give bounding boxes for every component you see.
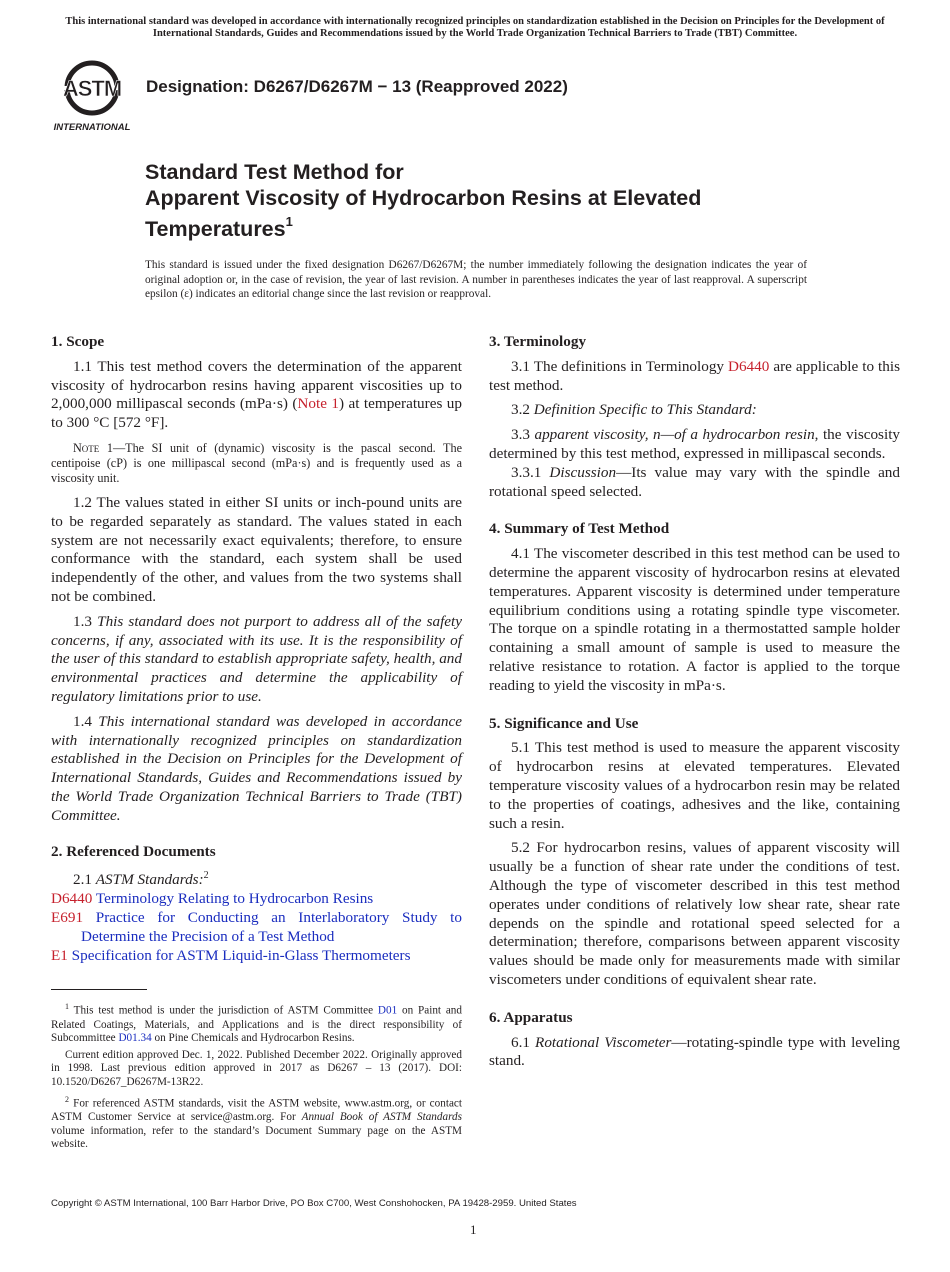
scope-1-1-text-b: ) at temperatures up to 300 °C [572 °F].	[51, 395, 462, 432]
ref-item	[51, 909, 462, 947]
scope-1-1	[51, 358, 462, 433]
footnote-2	[51, 1093, 462, 1152]
note-1-link[interactable]: Note 1	[297, 395, 339, 413]
footnote-2-mark: 2	[65, 1094, 69, 1104]
ref-title-e1[interactable]: Specification for ASTM Liquid-in-Glass Thermometers	[71, 946, 411, 964]
refdocs-2-1-sup: 2	[203, 870, 209, 882]
apparatus-heading: 6. Apparatus	[489, 1008, 573, 1026]
footnote-1-mark: 1	[65, 1002, 69, 1012]
scope-1-2: 1.2 The values stated in either SI units or inch-pound units are to be regarded separately as standard. The values stated in each system are not necessarily exact equivalents; therefore, to ensure conformance with the standard, each system shall be used independently of the other, and values from the two systems shall not be combined.	[51, 493, 462, 605]
ref-code-e691[interactable]: E691	[51, 908, 84, 926]
refdocs-2-1	[51, 867, 462, 890]
d6440-link[interactable]: D6440	[728, 357, 770, 375]
terminology-3-2	[489, 401, 900, 420]
page-number: 1	[470, 1222, 477, 1237]
ref-item	[51, 890, 462, 909]
title-footnote-mark: 1	[285, 214, 293, 229]
footnote-1-text-b: on Paint and Related Coatings, Materials, and Applications and is the direct responsibility of Subcommittee	[51, 1005, 462, 1045]
svg-text:INTERNATIONAL: INTERNATIONAL	[53, 122, 131, 133]
apparatus-6-1-num: 6.1	[511, 1033, 536, 1051]
refdocs-2-1-num: 2.1	[73, 871, 96, 889]
ref-code-d6440[interactable]: D6440	[51, 890, 93, 908]
summary-heading: 4. Summary of Test Method	[489, 520, 670, 538]
ref-code-e1[interactable]: E1	[51, 946, 68, 964]
terminology-3-3-1	[489, 464, 900, 502]
terminology-3-2-num: 3.2	[511, 401, 534, 419]
svg-text:ASTM: ASTM	[62, 76, 122, 101]
right-column	[489, 333, 900, 1071]
designation: Designation: D6267/D6267M − 13 (Reapproved 2022)	[146, 77, 568, 96]
apparatus-6-1-text: —rotating-spindle type with leveling stand.	[489, 1033, 900, 1070]
terminology-3-1-text-b: are applicable to this test method.	[489, 357, 900, 394]
significance-5-2: 5.2 For hydrocarbon resins, values of apparent viscosity will usually be a function of shear rate under the conditions of test. Although the type of viscometer described in this test method operates under conditions of relatively low shear rate, shear rate depends on the spindle and rotational speed selected for a determination; therefore, comparisons between apparent viscosity values should be made only for measurements made with similar viscometers under conditions of equivalent shear rate.	[489, 839, 900, 988]
title-line-3	[145, 211, 825, 243]
footnote-1-text-c: on Pine Chemicals and Hydrocarbon Resins.	[151, 1032, 355, 1045]
ref-title-e691[interactable]: Practice for Conducting an Interlaboratory Study to Determine the Precision of a Test Method	[81, 908, 462, 945]
footnote-2-text-b: volume information, refer to the standard’s Document Summary page on the ASTM website.	[51, 1124, 462, 1151]
ref-item	[51, 947, 462, 966]
scope-heading: 1. Scope	[51, 333, 105, 350]
refdocs-2-1-text: ASTM Standards:	[95, 871, 204, 889]
terminology-3-3-term: apparent viscosity, n—of a hydrocarbon resin	[534, 426, 815, 444]
note-1-label: Note	[73, 440, 100, 455]
footnote-2-text-a: For referenced ASTM standards, visit the ASTM website, www.astm.org, or contact ASTM Customer Service at service@astm.org. For	[51, 1097, 462, 1123]
apparatus-6-1-term: Rotational Viscometer	[535, 1033, 672, 1051]
title-line-3-text: Temperatures	[145, 217, 286, 242]
scope-1-3	[51, 613, 462, 707]
terminology-3-2-text: Definition Specific to This Standard:	[533, 401, 757, 419]
scope-1-3-num: 1.3	[73, 612, 98, 630]
title-line-1: Standard Test Method for	[145, 160, 404, 184]
ref-title-d6440[interactable]: Terminology Relating to Hydrocarbon Resins	[95, 890, 374, 908]
terminology-heading: 3. Terminology	[489, 333, 587, 350]
issuance-statement: This standard is issued under the fixed designation D6267/D6267M; the number immediately following the designation indicates the year of original adoption or, in the case of revision, the year of last revision. A number in parentheses indicates the year of last reapproval. A superscript epsilon (ε) indicates an editorial change since the last revision or reapproval.	[145, 259, 807, 300]
footnote-1-edition: Current edition approved Dec. 1, 2022. Published December 2022. Originally approved in 1998. Last previous edition approved in 2017 as D6267 – 13 (2017). DOI: 10.1520/D6267_D6267M-13R22.	[51, 1048, 462, 1089]
footnote-2-italic: Annual Book of ASTM Standards	[301, 1111, 462, 1123]
standard-notice: This international standard was developed in accordance with internationally recognized principles on standardization established in the Decision on Principles for the Development of International Standards, Guides and Recommendations issued by the World Trade Organization Technical Barriers to Trade (TBT) Committee.	[65, 16, 885, 39]
scope-1-4	[51, 713, 462, 826]
note-1-text: 1—The SI unit of (dynamic) viscosity is the pascal second. The centipoise (cP) is one millipascal second (mPa·s) and is frequently used as a viscosity unit.	[51, 440, 462, 485]
terminology-3-1-text-a: 3.1 The definitions in Terminology	[511, 357, 728, 375]
left-column	[51, 333, 462, 1152]
terminology-3-3-1-text: —Its value may vary with the spindle and rotational speed selected.	[489, 463, 900, 500]
terminology-3-3-text: , the viscosity determined by this test method, expressed in millipascal seconds.	[489, 426, 901, 462]
astm-logo-graphic	[52, 58, 136, 134]
apparatus-6-1	[489, 1034, 900, 1072]
title-line-2: Apparent Viscosity of Hydrocarbon Resins at Elevated	[145, 185, 702, 210]
terminology-3-3	[489, 426, 900, 464]
scope-1-1-text-a: 1.1 This test method covers the determination of the apparent viscosity of hydrocarbon resins having apparent viscosities up to 2,000,000 millipascal seconds (mPa·s) (	[51, 357, 462, 413]
note-1	[51, 441, 462, 486]
significance-heading: 5. Significance and Use	[489, 714, 639, 732]
copyright-footer: Copyright © ASTM International, 100 Barr Harbor Drive, PO Box C700, West Conshohocken, PA 19428-2959. United States	[51, 1198, 577, 1209]
footnote-1-text-a: This test method is under the jurisdiction of ASTM Committee	[69, 1005, 378, 1018]
astm-logo	[52, 58, 136, 134]
terminology-3-3-1-term: Discussion	[549, 463, 617, 481]
scope-1-4-num: 1.4	[73, 712, 99, 730]
terminology-3-1	[489, 358, 900, 396]
terminology-3-3-1-num: 3.3.1	[511, 463, 550, 481]
terminology-3-3-num: 3.3	[511, 426, 535, 444]
scope-1-4-text: This international standard was developed in accordance with internationally recognized principles on standardization established in the Decision on Principles for the Development of International Standards, Guides and Recommendations issued by the World Trade Organization Technical Barriers to Trade (TBT) Committee.	[51, 712, 463, 824]
committee-d01-link[interactable]: D01	[377, 1005, 398, 1018]
significance-5-1: 5.1 This test method is used to measure the apparent viscosity of hydrocarbon resins at elevated temperatures. Elevated temperature viscosity values of a hydrocarbon resin may be related to the properties of coatings, adhesives and the like, containing such a resin.	[489, 739, 900, 832]
footnote-1	[51, 1000, 462, 1046]
summary-4-1: 4.1 The viscometer described in this test method can be used to determine the apparent viscosity of hydrocarbon resins at elevated temperatures. Apparent viscosity is determined under temperature equilibrium conditions using a rotating spindle type viscometer. The torque on a spindle rotating in a thermostatted sample holder containing a small amount of sample is used to measure the relative resistance to rotation. A factor is applied to the torque reading to yield the viscosity in mPa·s.	[489, 545, 900, 694]
scope-1-3-text: This standard does not purport to address all of the safety concerns, if any, associated with its use. It is the responsibility of the user of this standard to establish appropriate safety, health, and environmental practices and determine the applicability of regulatory limitations prior to use.	[51, 612, 463, 705]
subcommittee-d01-34-link[interactable]: D01.34	[118, 1032, 152, 1045]
footnote-rule	[51, 989, 147, 990]
document-title	[145, 160, 825, 243]
refdocs-heading: 2. Referenced Documents	[51, 842, 216, 860]
